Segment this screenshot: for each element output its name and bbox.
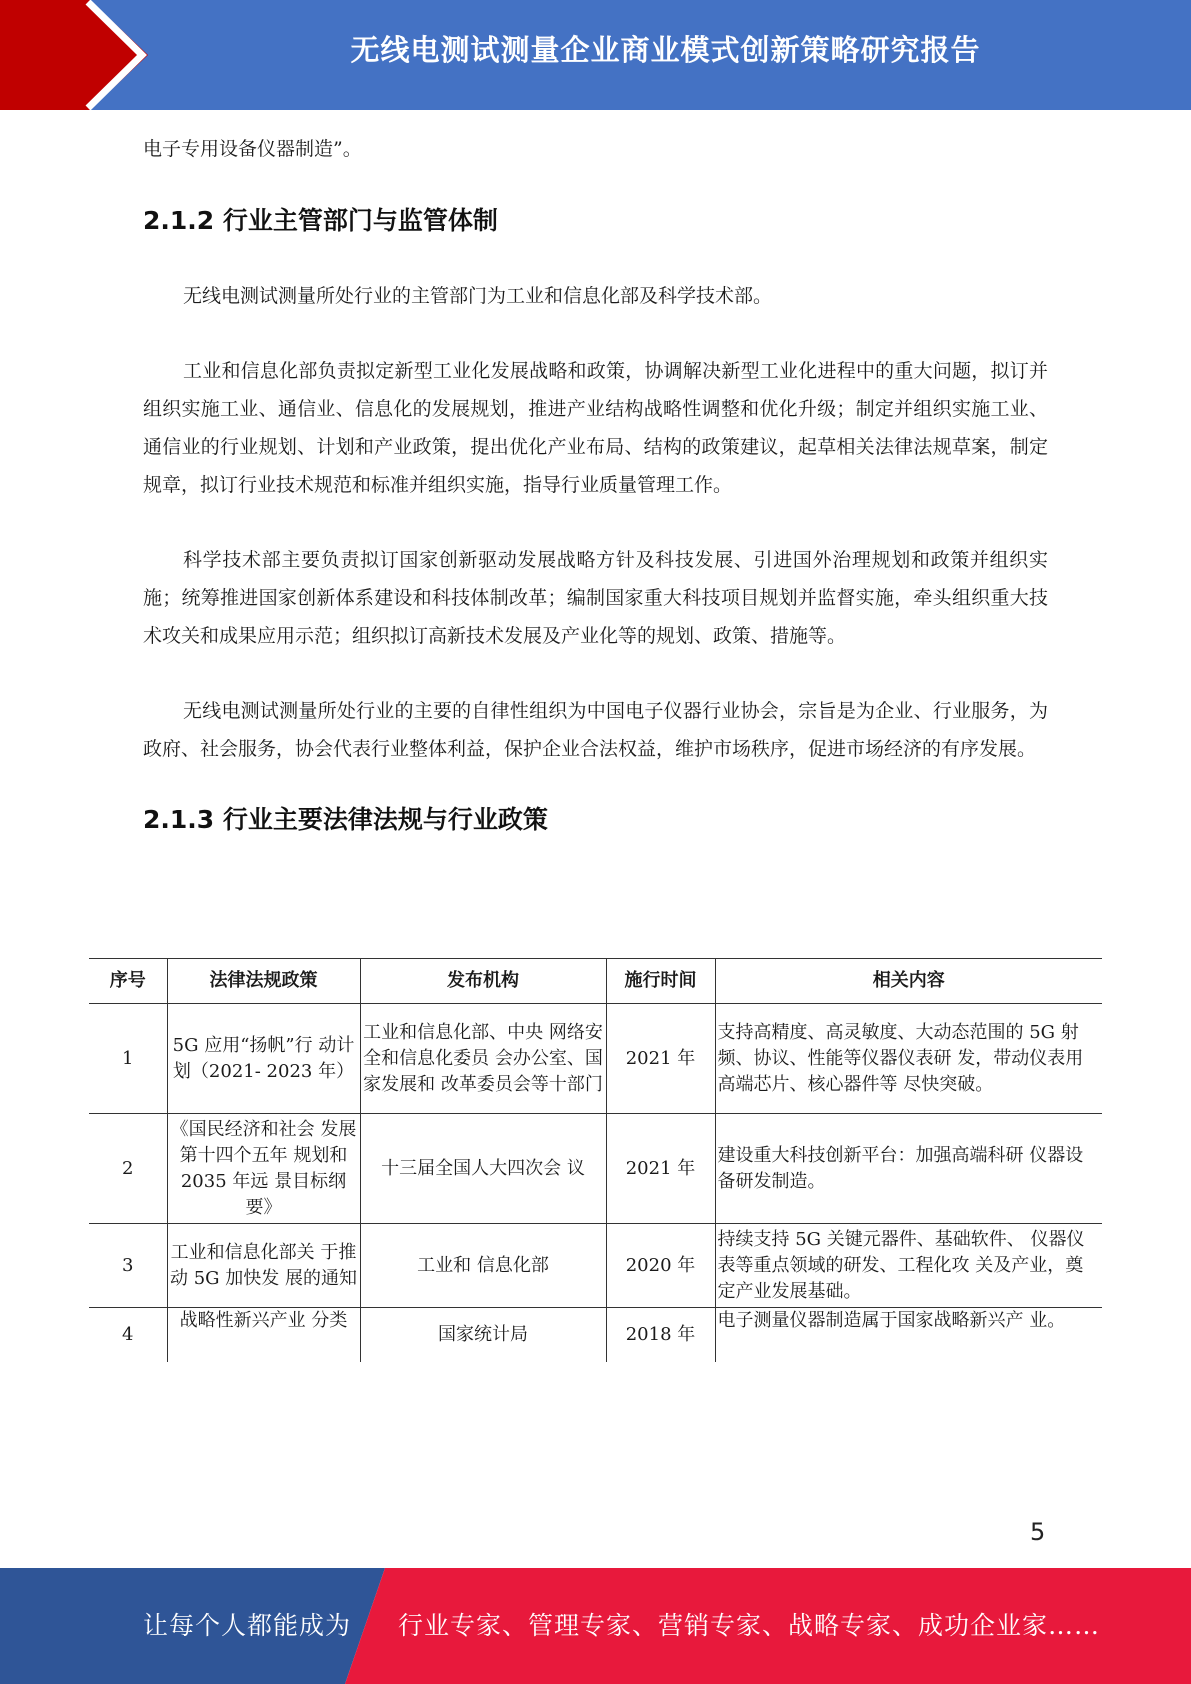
cell-issuer: 工业和 信息化部: [360, 1224, 606, 1308]
section-heading-2-1-2: 2.1.2 行业主管部门与监管体制: [143, 206, 498, 235]
paragraph-continuation: 电子专用设备仪器制造”。: [143, 138, 362, 160]
cell-content: 电子测量仪器制造属于国家战略新兴产 业。: [715, 1308, 1102, 1362]
col-header-policy: 法律法规政策: [167, 959, 360, 1004]
col-header-date: 施行时间: [606, 959, 715, 1004]
table-row: [89, 1224, 1102, 1308]
cell-date: 2021 年: [606, 1004, 715, 1114]
paragraph-miit: 工业和信息化部负责拟定新型工业化发展战略和政策，协调解决新型工业化进程中的重大问题，拟订并组织实施工业、通信业、信息化的发展规划，推进产业结构战略性调整和优化升级；制定并组织实施工业、通信业的行业规划、计划和产业政策，提出优化产业布局、结构的政策建议，起草相关法律法规草案，制定规章，拟订行业技术规范和标准并组织实施，指导行业质量管理工作。: [143, 360, 1048, 496]
section-heading-2-1-3: 2.1.3 行业主要法律法规与行业政策: [143, 805, 548, 834]
table-row: [89, 1114, 1102, 1224]
table-row: [89, 1308, 1102, 1362]
page-number: 5: [1030, 1518, 1046, 1546]
report-title: 无线电测试测量企业商业模式创新策略研究报告: [350, 33, 981, 67]
cell-content: 支持高精度、高灵敏度、大动态范围的 5G 射频、协议、性能等仪器仪表研 发，带动仪表用高端芯片、核心器件等 尽快突破。: [715, 1004, 1102, 1114]
paragraph-most: 科学技术部主要负责拟订国家创新驱动发展战略方针及科技发展、引进国外治理规划和政策并组织实施；统筹推进国家创新体系建设和科技体制改革；编制国家重大科技项目规划并监督实施，牵头组织重大技术攻关和成果应用示范；组织拟订高新技术发展及产业化等的规划、政策、措施等。: [143, 549, 1048, 647]
cell-index: 2: [89, 1114, 167, 1224]
col-header-issuer: 发布机构: [360, 959, 606, 1004]
policy-table: [89, 958, 1102, 1362]
cell-issuer: 国家统计局: [360, 1308, 606, 1362]
cell-index: 4: [122, 1323, 134, 1345]
cell-issuer: 工业和信息化部、中央 网络安全和信息化委员 会办公室、国家发展和 改革委员会等十部门: [360, 1004, 606, 1114]
paragraph-authorities: 无线电测试测量所处行业的主管部门为工业和信息化部及科学技术部。: [183, 285, 773, 307]
cell-index: 1: [89, 1004, 167, 1114]
cell-policy: 工业和信息化部关 于推动 5G 加快发 展的通知: [167, 1224, 360, 1308]
cell-policy: 5G 应用“扬帆”行 动计划（2021- 2023 年）: [167, 1004, 360, 1114]
page-header: [0, 0, 1191, 110]
page-footer: [0, 1568, 1191, 1684]
table-row: [89, 1004, 1102, 1114]
col-header-index: 序号: [89, 959, 167, 1004]
paragraph-association: 无线电测试测量所处行业的主要的自律性组织为中国电子仪器行业协会，宗旨是为企业、行业服务，为政府、社会服务，协会代表行业整体利益，保护企业合法权益，维护市场秩序，促进市场经济的有序发展。: [143, 700, 1048, 760]
cell-issuer: 十三届全国人大四次会 议: [360, 1114, 606, 1224]
cell-policy: 战略性新兴产业 分类: [167, 1308, 360, 1362]
footer-slogan-left: 让每个人都能成为: [143, 1611, 352, 1640]
cell-index: 3: [89, 1224, 167, 1308]
cell-date: 2020 年: [606, 1224, 715, 1308]
table-header-row: [89, 959, 1102, 1004]
cell-date: 2021 年: [606, 1114, 715, 1224]
col-header-content: 相关内容: [715, 959, 1102, 1004]
main-content: [143, 130, 1048, 836]
cell-content: 建设重大科技创新平台：加强高端科研 仪器设备研发制造。: [715, 1114, 1102, 1224]
cell-policy: 《国民经济和社会 发展第十四个五年 规划和 2035 年远 景目标纲要》: [167, 1114, 360, 1224]
cell-date: 2018 年: [606, 1308, 715, 1362]
footer-slogan-right: 行业专家、管理专家、营销专家、战略专家、成功企业家……: [398, 1611, 1101, 1640]
cell-content: 持续支持 5G 关键元器件、基础软件、 仪器仪表等重点领域的研发、工程化攻 关及产业，奠定产业发展基础。: [715, 1224, 1102, 1308]
